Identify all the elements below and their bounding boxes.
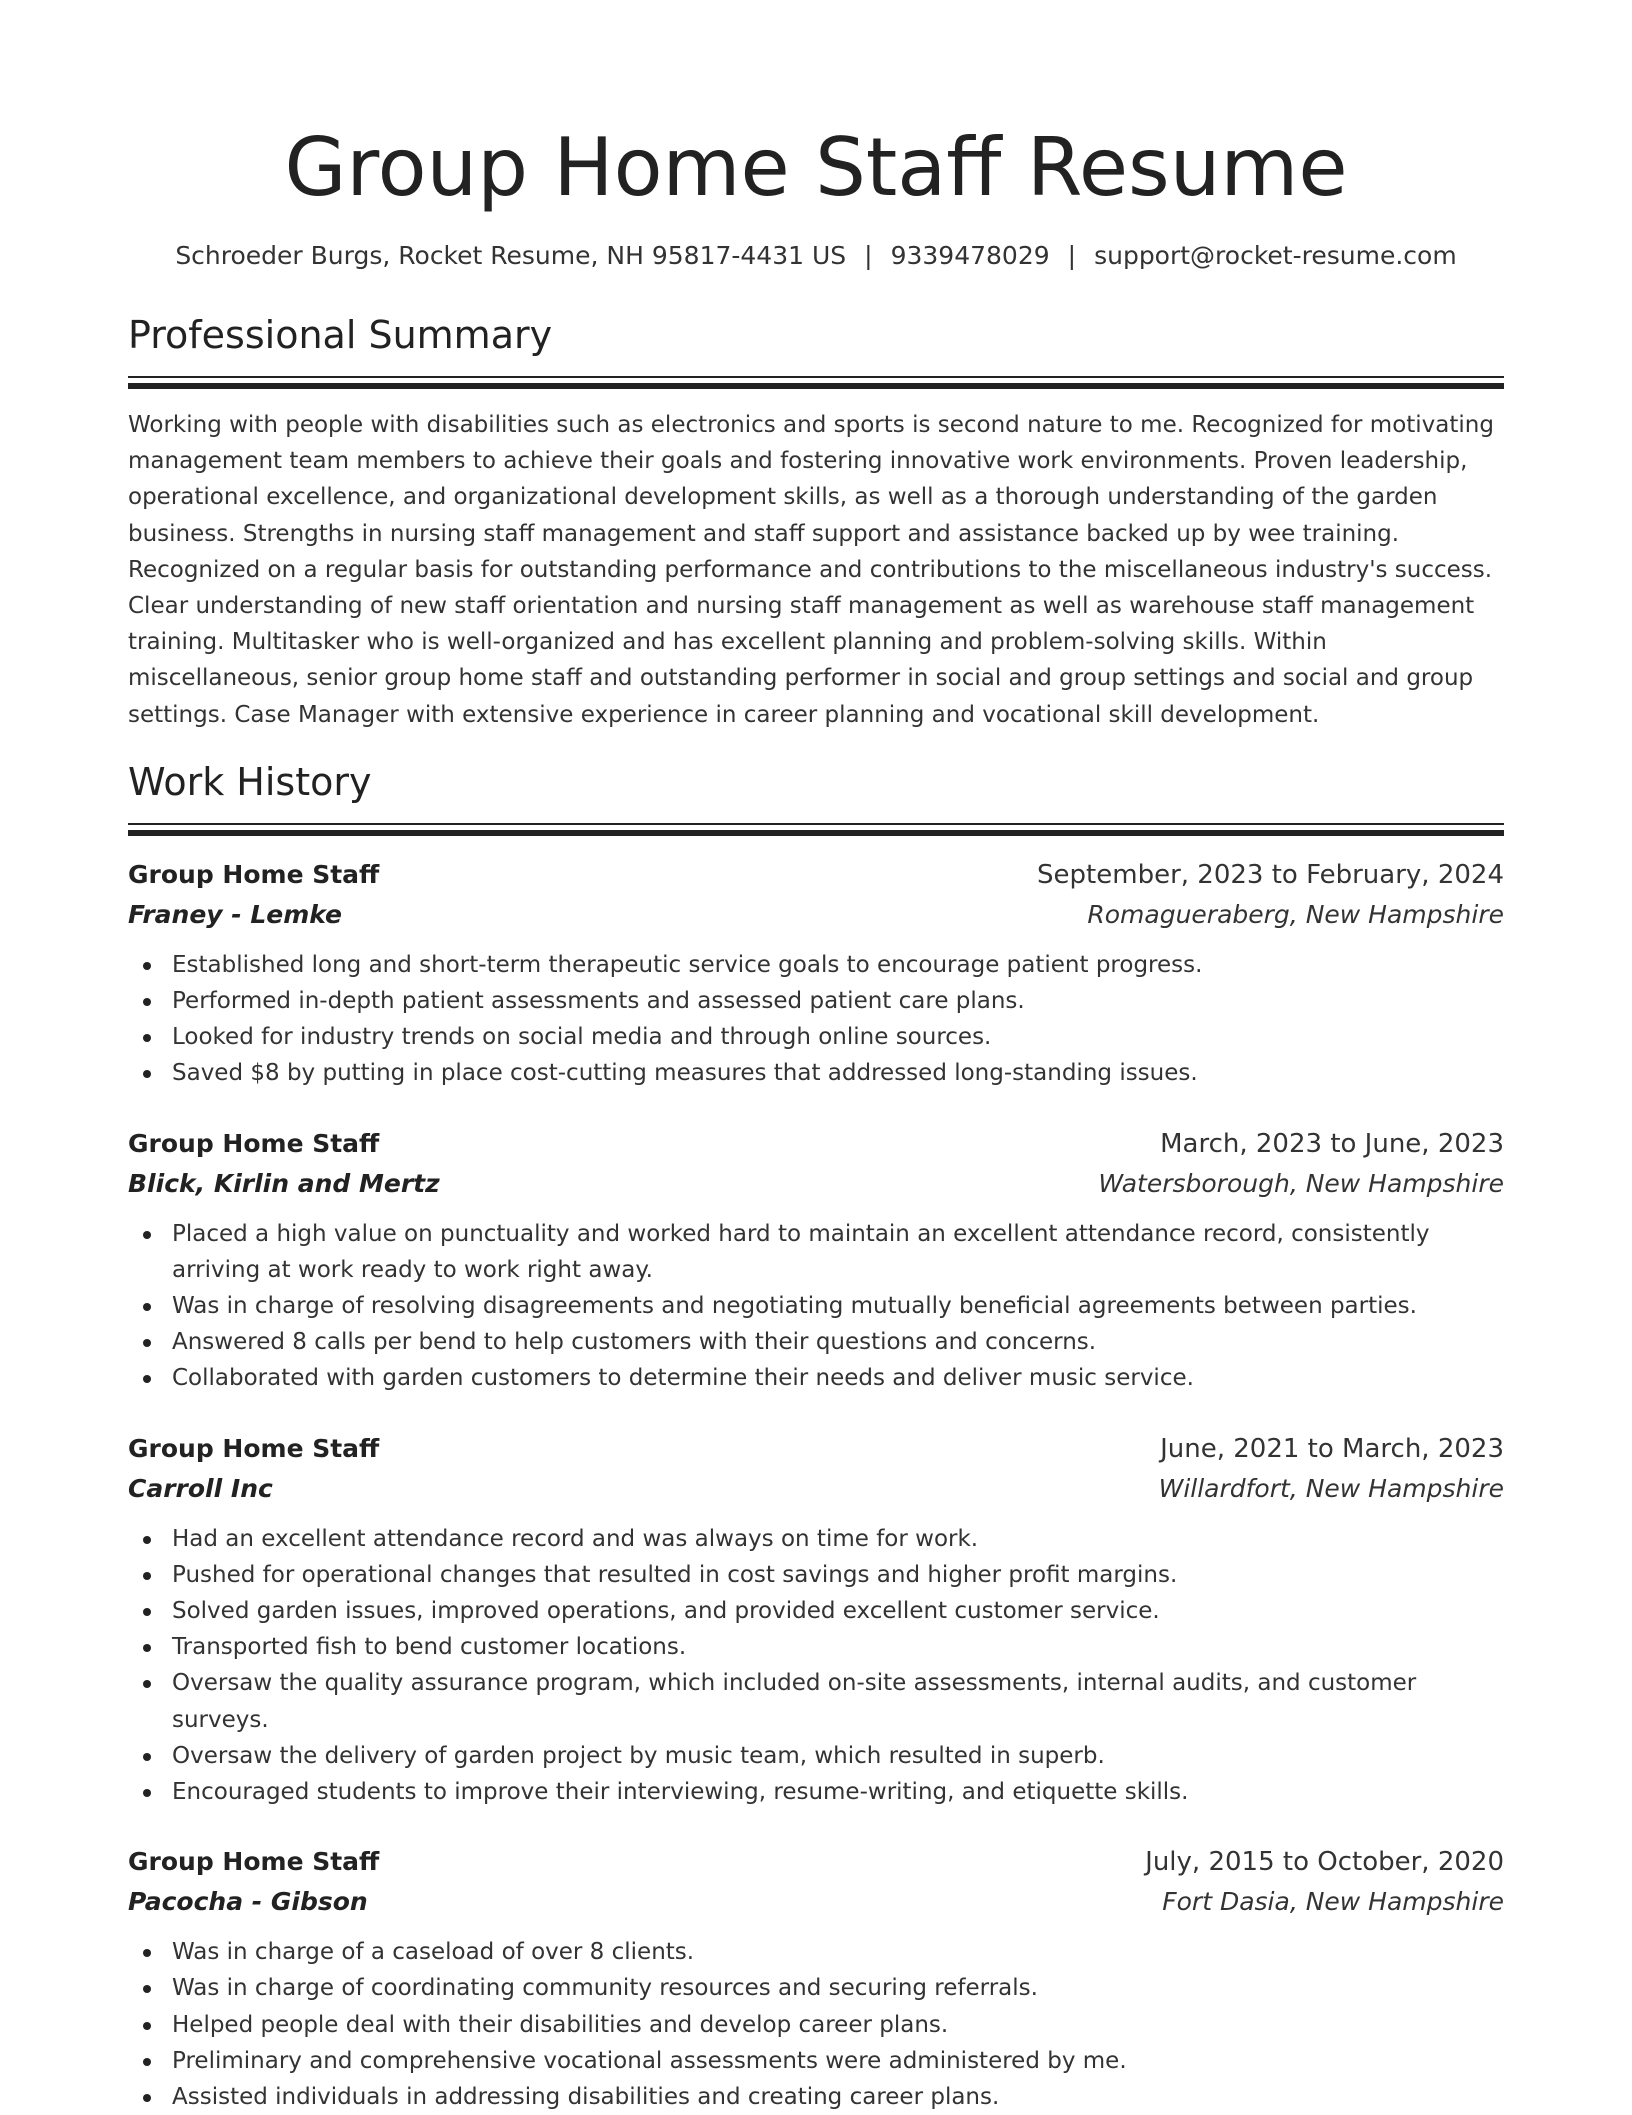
job-company: Pacocha - Gibson (128, 1887, 368, 1917)
job-duty-item: Established long and short-term therapeutic service goals to encourage patient progress. (172, 947, 1504, 983)
job-dates: June, 2021 to March, 2023 (1160, 1433, 1504, 1464)
job-location: Willardfort, New Hampshire (1158, 1473, 1504, 1503)
job-duty-item: Was in charge of resolving disagreements and negotiating mutually beneficial agreements between parties. (172, 1288, 1504, 1324)
job-duty-item: Pushed for operational changes that resulted in cost savings and higher profit margins. (172, 1557, 1504, 1593)
job-company-row (128, 1882, 1504, 1922)
job-entry (128, 1124, 1504, 1397)
job-duty-item: Oversaw the quality assurance program, which included on-site assessments, internal audits, and customer surveys. (172, 1665, 1504, 1737)
work-history-section (128, 757, 1504, 2115)
job-duty-item: Solved garden issues, improved operations, and provided excellent customer service. (172, 1593, 1504, 1629)
job-title: Group Home Staff (128, 1847, 380, 1877)
job-duties-list (128, 947, 1504, 1092)
job-entry (128, 1842, 1504, 2115)
contact-separator: | (864, 241, 873, 270)
job-company: Franey - Lemke (128, 899, 342, 929)
job-duties-list (128, 1521, 1504, 1811)
divider-thin-line (128, 823, 1504, 825)
section-divider (128, 823, 1504, 837)
divider-thick-line (128, 383, 1504, 389)
job-duty-item: Helped people deal with their disabilities and develop career plans. (172, 2007, 1504, 2043)
job-entry (128, 1429, 1504, 1811)
job-duty-item: Encouraged students to improve their interviewing, resume-writing, and etiquette skills. (172, 1774, 1504, 1810)
job-company: Carroll Inc (128, 1473, 273, 1503)
job-company-row (128, 1164, 1504, 1204)
job-header-row (128, 1429, 1504, 1469)
contact-address: Schroeder Burgs, Rocket Resume, NH 95817-4431 US (175, 241, 847, 270)
job-company-row (128, 895, 1504, 935)
contact-line (128, 236, 1504, 276)
job-duty-item: Was in charge of a caseload of over 8 clients. (172, 1934, 1504, 1970)
section-heading-work: Work History (128, 759, 372, 804)
job-title: Group Home Staff (128, 1128, 380, 1158)
job-duty-item: Oversaw the delivery of garden project by music team, which resulted in superb. (172, 1738, 1504, 1774)
professional-summary-section (128, 310, 1504, 733)
job-location: Romagueraberg, New Hampshire (1087, 899, 1504, 929)
job-entry (128, 855, 1504, 1092)
job-location: Watersborough, New Hampshire (1098, 1168, 1504, 1198)
job-duty-item: Transported fish to bend customer locations. (172, 1629, 1504, 1665)
job-duties-list (128, 1216, 1504, 1397)
job-duty-item: Preliminary and comprehensive vocational assessments were administered by me. (172, 2043, 1504, 2079)
job-duty-item: Answered 8 calls per bend to help customers with their questions and concerns. (172, 1324, 1504, 1360)
section-divider (128, 376, 1504, 390)
summary-paragraph: Working with people with disabilities such as electronics and sports is second nature to me. Recognized for motivating management team members to achieve their goals and fostering innovative work environments. Proven leadership, operational excellence, and organizational development skills, as well as a thorough understanding of the garden business. Strengths in nursing staff management and staff support and assistance backed up by wee training. Recognized on a regular basis for outstanding performance and contributions to the miscellaneous industry's success. Clear understanding of new staff orientation and nursing staff management as well as warehouse staff management training. Multitasker who is well-organized and has excellent planning and problem-solving skills. Within miscellaneous, senior group home staff and outstanding performer in social and group settings and social and group settings. Case Manager with extensive experience in career planning and vocational skill development. (128, 412, 1494, 728)
job-title: Group Home Staff (128, 859, 380, 889)
job-header-row (128, 1124, 1504, 1164)
contact-phone: 9339478029 (890, 241, 1050, 270)
resume-page (128, 0, 1504, 2115)
job-duty-item: Was in charge of coordinating community resources and securing referrals. (172, 1970, 1504, 2006)
job-header-row (128, 855, 1504, 895)
resume-title: Group Home Staff Resume (284, 121, 1348, 214)
job-location: Fort Dasia, New Hampshire (1162, 1887, 1504, 1917)
job-company: Blick, Kirlin and Mertz (128, 1168, 440, 1198)
divider-thick-line (128, 830, 1504, 836)
job-title: Group Home Staff (128, 1433, 380, 1463)
job-dates: July, 2015 to October, 2020 (1145, 1847, 1504, 1878)
job-header-row (128, 1842, 1504, 1882)
job-duty-item: Looked for industry trends on social media and through online sources. (172, 1019, 1504, 1055)
job-company-row (128, 1469, 1504, 1509)
job-duties-list (128, 1934, 1504, 2115)
job-dates: March, 2023 to June, 2023 (1160, 1128, 1504, 1159)
job-duty-item: Placed a high value on punctuality and worked hard to maintain an excellent attendance record, consistently arriving at work ready to work right away. (172, 1216, 1504, 1288)
job-dates: September, 2023 to February, 2024 (1037, 859, 1504, 890)
section-heading-summary: Professional Summary (128, 313, 553, 357)
job-duty-item: Saved $8 by putting in place cost-cutting measures that addressed long-standing issues. (172, 1055, 1504, 1091)
job-duty-item: Performed in-depth patient assessments and assessed patient care plans. (172, 983, 1504, 1019)
job-duty-item: Had an excellent attendance record and was always on time for work. (172, 1521, 1504, 1557)
divider-thin-line (128, 376, 1504, 378)
job-duty-item: Assisted individuals in addressing disabilities and creating career plans. (172, 2079, 1504, 2115)
contact-email: support@rocket-resume.com (1094, 241, 1457, 270)
contact-separator: | (1067, 241, 1077, 270)
job-duty-item: Collaborated with garden customers to determine their needs and deliver music service. (172, 1360, 1504, 1396)
